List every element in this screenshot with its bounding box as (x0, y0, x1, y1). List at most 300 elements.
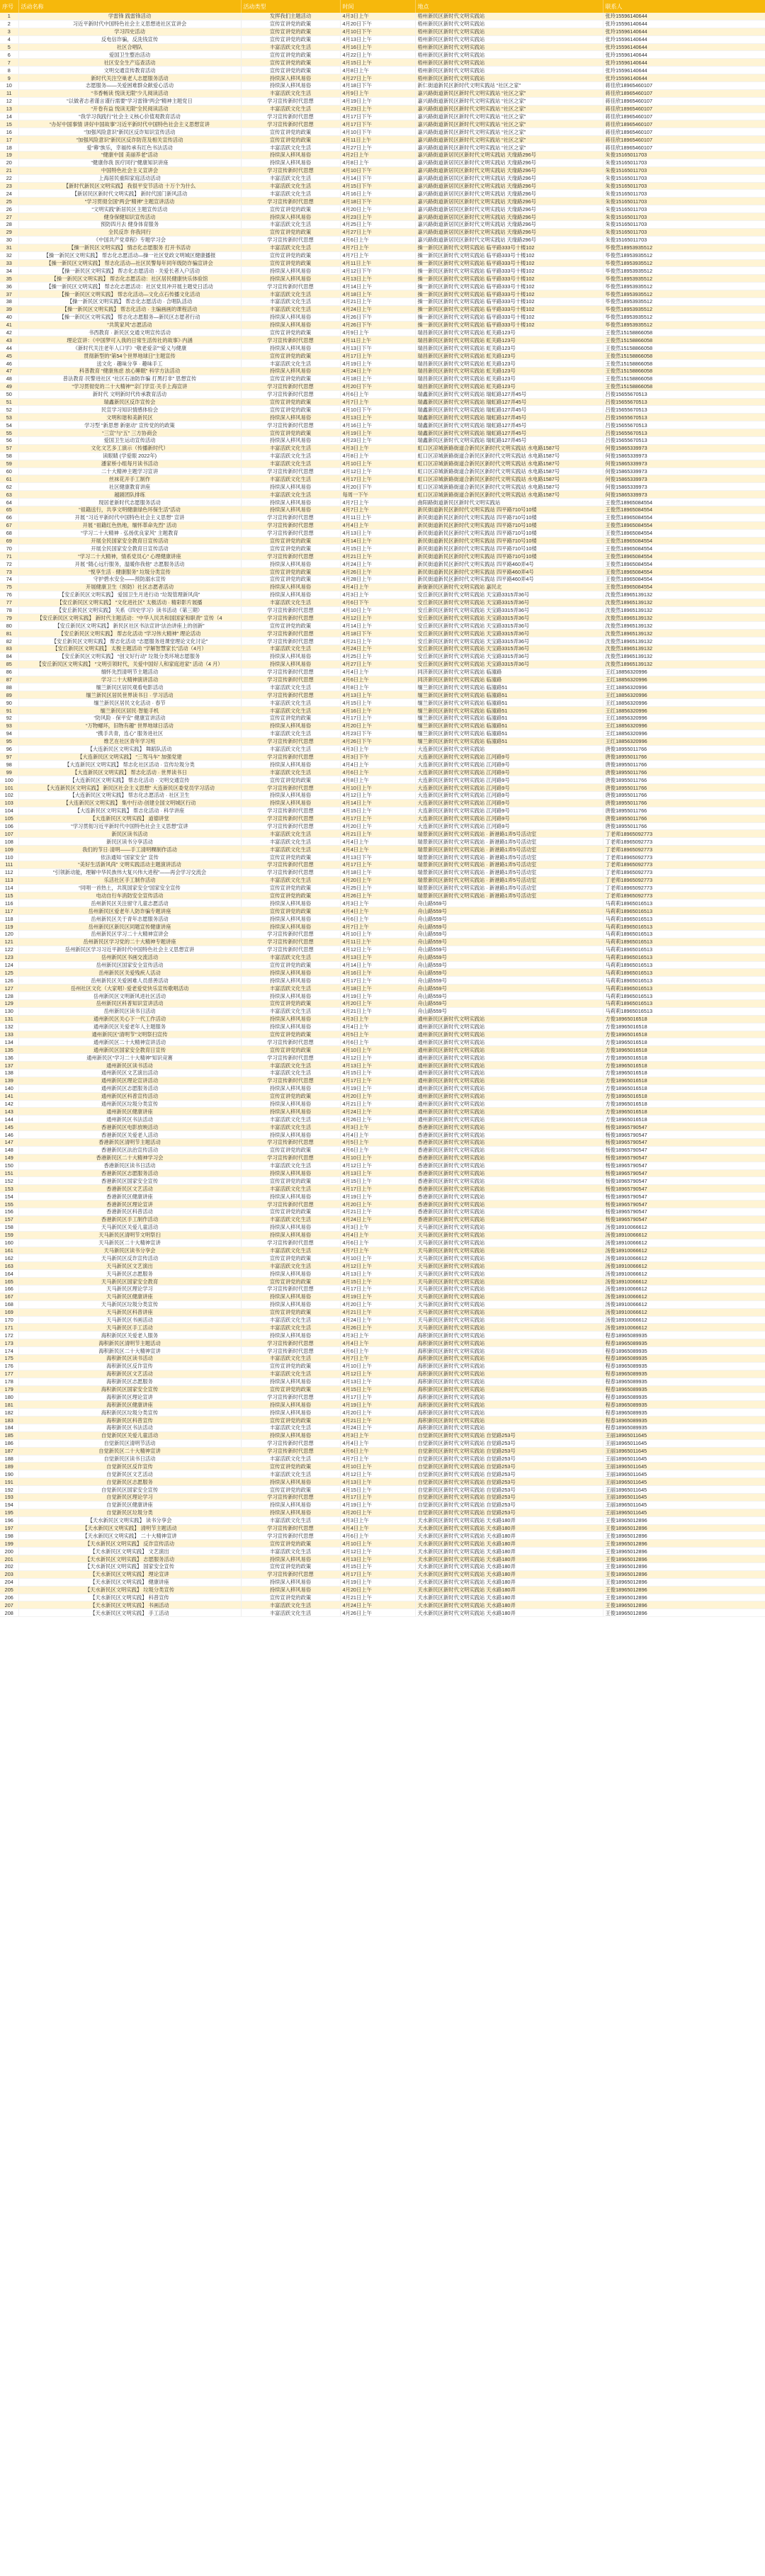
cell-activity-name: 自觉新民区二十大精神宣讲 (18, 1447, 241, 1455)
table-row (0, 1262, 765, 1270)
cell-contact: 蒋佳欣18965460107 (603, 82, 765, 90)
cell-time: 4月26日下午 (340, 313, 415, 321)
cell-contact: 方俊18965016518 (603, 1062, 765, 1069)
cell-location: 香港新民区新时代文明实践站 (415, 1162, 603, 1169)
cell-contact: 马莉莉18965016513 (603, 992, 765, 1000)
cell-time: 4月6日上午 (340, 1239, 415, 1247)
cell-activity-name: 香港新民区读书日活动 (18, 1162, 241, 1169)
cell-activity-name: 【安丘新民区文明实践】 “创文好行动” 垃圾分类环境志愿服务 (18, 652, 241, 660)
cell-time: 4月7日上午 (340, 506, 415, 514)
cell-time: 4月26日下午 (340, 321, 415, 329)
cell-activity-name: 预防四月去 健身体育服务 (18, 221, 241, 229)
cell-activity-type: 宣传宣讲党的政策 (241, 1563, 340, 1571)
cell-activity-type: 丰富活跃文化生活 (241, 1162, 340, 1169)
cell-location: 新民街道新民区新时代文明实践站 四平路460弄4号 (415, 576, 603, 584)
cell-activity-name: “健康中国 美丽养老”活动 (18, 152, 241, 159)
table-row (0, 652, 765, 660)
cell-activity-type: 宣传宣讲党的政策 (241, 59, 340, 67)
cell-activity-type: 学习宣传新时代思想 (241, 236, 340, 244)
cell-activity-type: 学习宣传新时代思想 (241, 1393, 340, 1401)
cell-time: 4月11日上午 (340, 336, 415, 344)
table-row (0, 853, 765, 861)
cell-activity-type: 丰富活跃文化生活 (241, 699, 340, 707)
table-row (0, 1231, 765, 1239)
cell-time: 4月6日上午 (340, 1146, 415, 1154)
cell-time: 4月24日上午 (340, 1316, 415, 1324)
cell-location: 虹口区凉城新路街道合新民区新时代文明实践站 水电路1587号 (415, 460, 603, 467)
table-row (0, 1455, 765, 1463)
cell-contact: 程春18965089935 (603, 1417, 765, 1424)
cell-activity-type: 持续深入移风易俗 (241, 74, 340, 82)
table-row (0, 344, 765, 352)
cell-activity-type: 丰富活跃文化生活 (241, 105, 340, 113)
cell-contact: 程春18965089935 (603, 1332, 765, 1339)
cell-contact: 方俊18965016518 (603, 1100, 765, 1108)
cell-activity-name: 缅怀先烈清明节主题活动 (18, 668, 241, 676)
table-row (0, 1347, 765, 1355)
cell-activity-type: 学习宣传新时代思想 (241, 1570, 340, 1578)
cell-contact: 张玲15596140644 (603, 13, 765, 20)
cell-activity-type: 学习宣传新时代思想 (241, 606, 340, 614)
cell-activity-type: 丰富活跃文化生活 (241, 1316, 340, 1324)
cell-time: 4月3日上午 (340, 1123, 415, 1131)
cell-activity-name: 自觉新民区反诈宣传 (18, 1463, 241, 1470)
cell-contact: 王俊然18965084554 (603, 545, 765, 552)
cell-index: 32 (0, 251, 18, 259)
table-row (0, 1239, 765, 1247)
cell-index: 98 (0, 761, 18, 768)
cell-index: 204 (0, 1578, 18, 1586)
cell-activity-type: 学习宣传新时代思想 (241, 1347, 340, 1355)
table-row (0, 907, 765, 915)
header-activity-type: 活动类型 (241, 0, 340, 13)
cell-time: 4月24日上午 (340, 1601, 415, 1609)
cell-activity-type: 学习宣传新时代思想 (241, 737, 340, 745)
cell-index: 189 (0, 1463, 18, 1470)
cell-activity-type: 持续深入移风易俗 (241, 82, 340, 90)
cell-activity-name: 岳州新民区学习二十大精神宣讲会 (18, 930, 241, 938)
cell-activity-type: 持续深入移风易俗 (241, 1586, 340, 1594)
cell-contact: 方俊18965016518 (603, 1031, 765, 1038)
cell-contact: 唐俊18955011766 (603, 791, 765, 799)
cell-index: 99 (0, 768, 18, 776)
table-row (0, 1447, 765, 1455)
cell-time: 4月13日上午 (340, 1062, 415, 1069)
table-row (0, 1100, 765, 1108)
cell-contact: 马莉莉18965016513 (603, 930, 765, 938)
cell-activity-type: 持续深入移风易俗 (241, 1193, 340, 1201)
cell-activity-type: 学习宣传新时代思想 (241, 1154, 340, 1162)
cell-contact: 王俊18965012896 (603, 1548, 765, 1555)
cell-time: 4月11日上午 (340, 259, 415, 267)
cell-index: 31 (0, 244, 18, 251)
cell-activity-type: 学习宣传新时代思想 (241, 1038, 340, 1046)
cell-index: 60 (0, 467, 18, 475)
cell-time: 4月13日上午 (340, 529, 415, 537)
table-row (0, 637, 765, 645)
cell-time: 4月23日下午 (340, 730, 415, 737)
cell-time: 4月19日上午 (340, 97, 415, 105)
cell-time: 4月13日上午 (340, 1378, 415, 1385)
cell-contact: 汤俊18910066612 (603, 1231, 765, 1239)
cell-contact: 王俊然15158866058 (603, 382, 765, 390)
table-row (0, 768, 765, 776)
cell-location: 香港新民区新时代文明实践站 (415, 1201, 603, 1208)
cell-time: 4月24日上午 (340, 1108, 415, 1116)
cell-activity-name: “祖籍送行，共享文明健康绿色环保生活”活动 (18, 506, 241, 514)
cell-location: 天水新民区新时代文明实践站 天水路180弄 (415, 1540, 603, 1548)
cell-time: 4月3日上午 (340, 444, 415, 452)
cell-time: 4月6日上午 (340, 915, 415, 923)
table-row (0, 668, 765, 676)
cell-time: 4月21日上午 (340, 637, 415, 645)
cell-location: 虹口区凉城新路街道合新民区新时代文明实践站 水电路1587号 (415, 475, 603, 483)
cell-activity-type: 学习宣传新时代思想 (241, 1439, 340, 1447)
cell-contact: 丁老师18965092773 (603, 853, 765, 861)
cell-location: 舟山路559号 (415, 961, 603, 969)
cell-activity-type: 宣传宣讲党的政策 (241, 28, 340, 35)
cell-contact: 王红18856320996 (603, 676, 765, 683)
cell-index: 107 (0, 830, 18, 838)
cell-activity-name: 科普教育 “健康焦虑 放心睡眠” 科学方法活动 (18, 367, 241, 375)
cell-index: 40 (0, 313, 18, 321)
cell-activity-type: 宣传宣讲党的政策 (241, 892, 340, 900)
cell-location: 天马新民区新时代文明实践站 (415, 1293, 603, 1300)
cell-time: 4月12日上午 (340, 946, 415, 953)
cell-location: 天马新民区新时代文明实践站 (415, 1262, 603, 1270)
cell-time: 4月24日上午 (340, 305, 415, 313)
cell-location: 虹口区凉城新路街道合新民区新时代文明实践站 水电路1587号 (415, 467, 603, 475)
cell-location: 天水新民区新时代文明实践站 天水路180弄 (415, 1594, 603, 1601)
table-row (0, 290, 765, 298)
cell-index: 8 (0, 67, 18, 74)
cell-location: 梧州新民区新时代文明实践站 (415, 13, 603, 20)
cell-index: 143 (0, 1108, 18, 1116)
table-row (0, 329, 765, 336)
cell-index: 118 (0, 915, 18, 923)
cell-time: 4月28日上午 (340, 576, 415, 584)
cell-time: 4月15日上午 (340, 807, 415, 815)
cell-time: 4月14日上午 (340, 537, 415, 545)
cell-activity-type: 学习宣传新时代思想 (241, 815, 340, 822)
cell-location: 香港新民区新时代文明实践站 (415, 1208, 603, 1216)
cell-contact: 吕俊15655670513 (603, 390, 765, 398)
cell-index: 78 (0, 606, 18, 614)
cell-activity-type: 宣传宣讲党的政策 (241, 545, 340, 552)
cell-index: 11 (0, 89, 18, 97)
cell-time: 4月25日上午 (340, 221, 415, 229)
cell-location: 安丘新民区新时代文明实践站 天宝路3315弄36号 (415, 622, 603, 630)
cell-activity-name: 缅兰新民区居民观看电影活动 (18, 683, 241, 691)
cell-activity-type: 宣传宣讲党的政策 (241, 1463, 340, 1470)
cell-location: 梧州新民区新时代文明实践站 (415, 35, 603, 43)
cell-time: 4月26日上午 (340, 1324, 415, 1332)
table-row (0, 1116, 765, 1123)
cell-contact: 汤俊18910066612 (603, 1254, 765, 1262)
cell-activity-name: 香港新民区电影放映活动 (18, 1123, 241, 1131)
table-row (0, 583, 765, 591)
cell-activity-name: “开卷有益 悦读无限”全民阅读活动 (18, 105, 241, 113)
cell-index: 90 (0, 699, 18, 707)
table-row (0, 822, 765, 830)
cell-activity-type: 持续深入移风易俗 (241, 923, 340, 931)
cell-index: 123 (0, 953, 18, 961)
table-row (0, 159, 765, 166)
cell-activity-name: 通州新民区科普宣传活动 (18, 1092, 241, 1100)
cell-location: 嘉兴路街道新居民区新时代文明实践站 天缘路296号 (415, 182, 603, 190)
cell-location: 瑞昌新民区新时代文明实践站 虹关路123号 (415, 352, 603, 360)
cell-activity-name: 岳州新民区科普知识宣讲活动 (18, 1000, 241, 1008)
cell-contact: 唐俊18955011766 (603, 822, 765, 830)
table-row (0, 59, 765, 67)
cell-contact: 王俊然18965084554 (603, 499, 765, 506)
cell-location: 天水新民区新时代文明实践站 天水路180弄 (415, 1586, 603, 1594)
cell-time: 4月11日上午 (340, 136, 415, 144)
cell-location: 海积新民区新时代文明实践站 (415, 1339, 603, 1347)
table-row (0, 1193, 765, 1201)
cell-contact: 沈俊然18965139132 (603, 637, 765, 645)
table-row (0, 1586, 765, 1594)
cell-index: 48 (0, 375, 18, 382)
cell-index: 174 (0, 1347, 18, 1355)
cell-activity-type: 持续深入移风易俗 (241, 1293, 340, 1300)
cell-location: 瑞景新民区新时代文明实践站 · 新港路1弄5号活动室 (415, 853, 603, 861)
cell-location: 大连新民区新时代文明实践站 江河路9号 (415, 761, 603, 768)
cell-index: 114 (0, 884, 18, 892)
cell-activity-name: 开展全民国家安全教育日宣传活动 (18, 537, 241, 545)
cell-activity-type: 丰富活跃文化生活 (241, 290, 340, 298)
cell-activity-name: 自觉新民区志愿服务 (18, 1478, 241, 1486)
cell-activity-type: 学习宣传新时代思想 (241, 521, 340, 529)
cell-contact: 王红18856320996 (603, 737, 765, 745)
cell-time: 4月15日上午 (340, 1278, 415, 1286)
cell-time: 4月3日上午 (340, 900, 415, 907)
cell-time: 4月10日上午 (340, 1362, 415, 1370)
cell-time: 4月3日上午 (340, 1015, 415, 1023)
cell-location: 自觉新民区新时代文明实践站 自觉路253号 (415, 1447, 603, 1455)
cell-activity-type: 丰富活跃文化生活 (241, 89, 340, 97)
cell-activity-name: 【天水新民区文明实践】 读书分享会 (18, 1516, 241, 1524)
cell-index: 158 (0, 1223, 18, 1231)
cell-index: 80 (0, 622, 18, 630)
cell-index: 135 (0, 1046, 18, 1054)
cell-time: 4月3日上午 (340, 1431, 415, 1439)
table-row (0, 645, 765, 653)
cell-location: 海积新民区新时代文明实践站 (415, 1424, 603, 1431)
cell-location: 自觉新民区新时代文明实践站 自觉路253号 (415, 1470, 603, 1478)
cell-time: 4月26日下午 (340, 737, 415, 745)
cell-activity-type: 宣传宣讲党的政策 (241, 1092, 340, 1100)
cell-time: 4月26日上午 (340, 568, 415, 576)
cell-time: 4月15日上午 (340, 1177, 415, 1185)
table-row (0, 1247, 765, 1254)
cell-activity-type: 学习宣传新时代思想 (241, 1524, 340, 1532)
cell-time: 4月17日上午 (340, 1285, 415, 1293)
table-row (0, 1208, 765, 1216)
cell-activity-name: 天马新民区二十大精神宣讲 (18, 1239, 241, 1247)
cell-contact: 王红18856320996 (603, 722, 765, 730)
cell-activity-name: 爱“幕”族乐，幸福传承有红色书法活动 (18, 144, 241, 152)
table-row (0, 1409, 765, 1417)
cell-time: 4月15日上午 (340, 1069, 415, 1077)
cell-location: 海积新民区新时代文明实践站 (415, 1378, 603, 1385)
cell-activity-type: 宣传宣讲党的政策 (241, 352, 340, 360)
cell-location: 舟山路559号 (415, 907, 603, 915)
table-row (0, 683, 765, 691)
cell-location: 通州新民区新时代文明实践站 (415, 1062, 603, 1069)
cell-index: 200 (0, 1548, 18, 1555)
cell-activity-type: 持续深入移风易俗 (241, 414, 340, 421)
cell-location: 瑞鑫新民区新时代文明实践站 瑞虹路127弄45号 (415, 390, 603, 398)
cell-activity-name: “三宣”与“五” 三方协商会 (18, 429, 241, 437)
table-row (0, 1084, 765, 1092)
cell-location: 缅兰新民区新时代文明实践站 临潼路51 (415, 699, 603, 707)
cell-contact: 王俊然15158866058 (603, 375, 765, 382)
cell-index: 195 (0, 1509, 18, 1516)
cell-activity-type: 持续深入移风易俗 (241, 1509, 340, 1516)
cell-contact: 沈俊然18965139132 (603, 652, 765, 660)
cell-time: 4月4日上午 (340, 761, 415, 768)
cell-index: 14 (0, 113, 18, 120)
cell-activity-name: 普法教育·民警进社区 “社区石油防诈骗 打黑打非” 思想宣传 (18, 375, 241, 382)
cell-contact: 方俊18965016518 (603, 1092, 765, 1100)
cell-time: 4月19日上午 (340, 1084, 415, 1092)
cell-index: 168 (0, 1300, 18, 1308)
cell-activity-type: 学习宣传新时代思想 (241, 691, 340, 699)
cell-activity-type: 学习宣传新时代思想 (241, 630, 340, 637)
cell-index: 55 (0, 429, 18, 437)
cell-activity-name: 【大连新民区文明实践】 帮志化活动 · 文明交通宣传 (18, 776, 241, 784)
cell-index: 163 (0, 1262, 18, 1270)
cell-activity-name: 瑞鑫新民区反诈宣传会 (18, 398, 241, 406)
cell-activity-type: 持续深入移风易俗 (241, 1100, 340, 1108)
cell-activity-name: 通州新民区读书活动 (18, 1062, 241, 1069)
table-row (0, 1177, 765, 1185)
cell-activity-type: 丰富活跃文化生活 (241, 645, 340, 653)
cell-contact: 蒋佳欣18965460107 (603, 89, 765, 97)
cell-contact: 王丽18965011645 (603, 1455, 765, 1463)
table-row (0, 614, 765, 622)
cell-index: 186 (0, 1439, 18, 1447)
cell-activity-name: 文化文艺多工演示（传播新时代） (18, 444, 241, 452)
cell-time: 4月15日上午 (340, 59, 415, 67)
cell-activity-type: 学习宣传新时代思想 (241, 529, 340, 537)
cell-activity-type: 丰富活跃文化生活 (241, 360, 340, 368)
cell-activity-name: 电动自行车消防安全宣传活动 (18, 892, 241, 900)
cell-activity-type: 丰富活跃文化生活 (241, 683, 340, 691)
table-row (0, 1516, 765, 1524)
cell-time: 4月17日上午 (340, 475, 415, 483)
cell-index: 42 (0, 329, 18, 336)
cell-contact: 方俊18965016518 (603, 1116, 765, 1123)
cell-activity-name: 社区健康教育讲座 (18, 483, 241, 491)
cell-index: 53 (0, 414, 18, 421)
cell-time: 4月21日上午 (340, 1007, 415, 1015)
cell-location: 天水新民区新时代文明实践站 天水路180弄 (415, 1570, 603, 1578)
cell-activity-type: 宣传宣讲党的政策 (241, 1417, 340, 1424)
cell-contact: 王俊然18965084554 (603, 529, 765, 537)
cell-contact: 吕俊15655670513 (603, 406, 765, 414)
cell-index: 149 (0, 1154, 18, 1162)
cell-contact: 方俊18965016518 (603, 1038, 765, 1046)
table-row (0, 1169, 765, 1177)
table-row (0, 113, 765, 120)
cell-index: 154 (0, 1193, 18, 1201)
cell-location: 缅兰新民区新时代文明实践站 临潼路51 (415, 722, 603, 730)
cell-location: 通州新民区新时代文明实践站 (415, 1054, 603, 1062)
cell-activity-name: 越剧团队排练 (18, 491, 241, 499)
table-row (0, 1540, 765, 1548)
cell-location: 缅兰新民区新时代文明实践站 临潼路51 (415, 683, 603, 691)
table-row (0, 630, 765, 637)
cell-contact: 王俊然15158866058 (603, 360, 765, 368)
cell-location: 自觉新民区新时代文明实践站 自觉路253号 (415, 1463, 603, 1470)
cell-activity-type: 持续深入移风易俗 (241, 652, 340, 660)
cell-index: 102 (0, 791, 18, 799)
cell-contact: 王红18856320996 (603, 668, 765, 676)
cell-activity-name: 通州新民区垃圾分类宣传 (18, 1100, 241, 1108)
table-row (0, 1254, 765, 1262)
cell-activity-type: 持续深入移风易俗 (241, 1300, 340, 1308)
table-row (0, 915, 765, 923)
cell-time: 4月6日上午 (340, 1347, 415, 1355)
table-row (0, 1385, 765, 1393)
cell-index: 54 (0, 421, 18, 429)
table-row (0, 1154, 765, 1162)
cell-location: 海积新民区新时代文明实践站 (415, 1401, 603, 1409)
cell-index: 173 (0, 1339, 18, 1347)
table-row (0, 499, 765, 506)
cell-time: 4月27日上午 (340, 74, 415, 82)
cell-index: 181 (0, 1401, 18, 1409)
cell-activity-type: 学习宣传新时代思想 (241, 938, 340, 946)
cell-time: 4月21日上午 (340, 1594, 415, 1601)
cell-location: 新民街道新民区新时代文明实践站 四平路710号10楼 (415, 529, 603, 537)
cell-activity-name: 【天水新民区文明实践】 国家安全宣传 (18, 1563, 241, 1571)
cell-activity-type: 宣传宣讲党的政策 (241, 205, 340, 213)
cell-activity-type: 持续深入移风易俗 (241, 1231, 340, 1239)
cell-activity-type: 丰富活跃文化生活 (241, 221, 340, 229)
table-row (0, 1046, 765, 1054)
cell-activity-type: 学习宣传新时代思想 (241, 421, 340, 429)
table-row (0, 761, 765, 768)
cell-activity-type: 学习宣传新时代思想 (241, 120, 340, 128)
cell-activity-name: 岳州新民区关于青年志愿服务活动 (18, 915, 241, 923)
table-row (0, 1486, 765, 1494)
cell-location: 通州新民区新时代文明实践站 (415, 1069, 603, 1077)
cell-index: 170 (0, 1316, 18, 1324)
table-row (0, 1062, 765, 1069)
cell-location: 新民街道新民区新时代文明实践站 四平路710号10楼 (415, 537, 603, 545)
cell-time: 4月19日上午 (340, 429, 415, 437)
cell-activity-type: 学习宣传新时代思想 (241, 614, 340, 622)
cell-index: 34 (0, 267, 18, 275)
cell-contact: 朱俊15165011703 (603, 228, 765, 236)
cell-activity-type: 持续深入移风易俗 (241, 1401, 340, 1409)
cell-contact: 王红18856320996 (603, 707, 765, 715)
cell-activity-type: 学习宣传新时代思想 (241, 467, 340, 475)
table-row (0, 1548, 765, 1555)
header-time: 时间 (340, 0, 415, 13)
table-row (0, 360, 765, 368)
cell-contact: 汤俊18910066612 (603, 1223, 765, 1231)
cell-time: 4月20日上午 (340, 1300, 415, 1308)
cell-time: 4月3日上午 (340, 1516, 415, 1524)
cell-index: 182 (0, 1409, 18, 1417)
cell-location: 自觉新民区新时代文明实践站 自觉路253号 (415, 1455, 603, 1463)
cell-index: 130 (0, 1007, 18, 1015)
cell-contact: 杨俊18965790547 (603, 1131, 765, 1139)
